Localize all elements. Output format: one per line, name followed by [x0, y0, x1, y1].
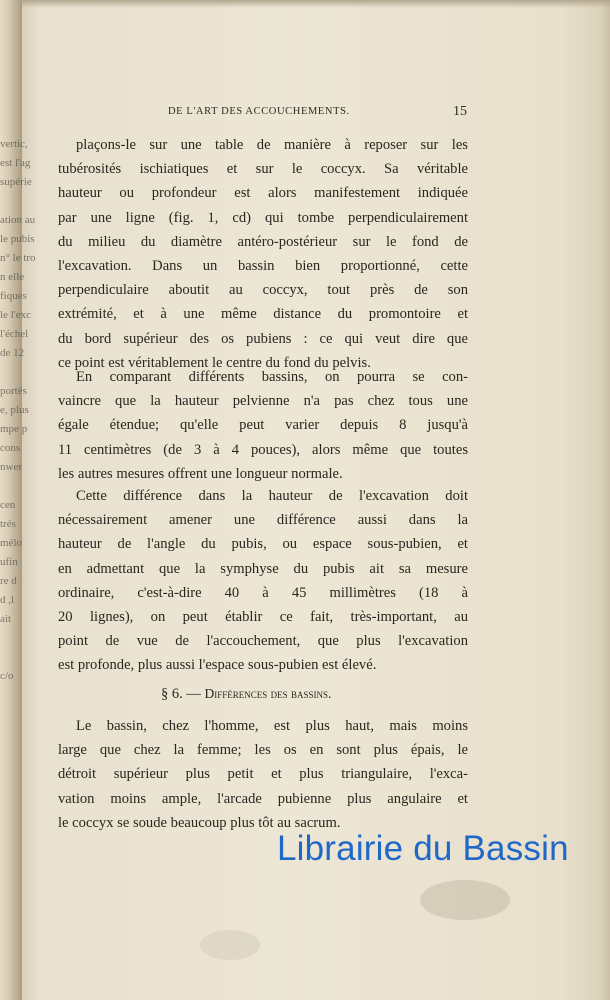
facing-page-fragment: l'échel: [0, 328, 29, 340]
text-line: par une ligne (fig. 1, cd) qui tombe perpendiculairement: [58, 209, 468, 226]
facing-page-text-fragments: [0, 135, 36, 686]
paragraph-1: [58, 133, 468, 375]
text-line: hauteur de l'angle du pubis, ou espace sous-pubien, et: [58, 536, 468, 553]
facing-page-fragment: [0, 629, 26, 648]
facing-page-fragment: portés: [0, 385, 27, 397]
text-line: point de vue de l'accouchement, que plus l'excavation: [58, 633, 468, 650]
facing-page-fragment: nwer: [0, 461, 22, 473]
text-line: les autres mesures offrent une longueur normale.: [58, 465, 343, 482]
section-heading: [161, 686, 331, 703]
facing-page-fragment: trés: [0, 518, 16, 530]
paragraph-3: [58, 484, 468, 678]
text-line: détroit supérieur plus petit et plus triangulaire, l'exca-: [58, 766, 468, 783]
text-line: ordinaire, c'est-à-dire 40 à 45 millimètres (18 à: [58, 584, 468, 601]
facing-page-fragment: ufin: [0, 556, 18, 568]
text-line: est profonde, plus aussi l'espace sous-pubien est élevé.: [58, 657, 377, 674]
facing-page-fragment: le pubis: [0, 233, 35, 245]
text-line: Le bassin, chez l'homme, est plus haut, mais moins: [76, 718, 468, 734]
paragraph-2: [58, 365, 468, 486]
facing-page-fragment: ait: [0, 613, 11, 625]
text-line: extrémité, et à une même distance du promontoire et: [58, 306, 468, 323]
text-line: l'excavation. Dans un bassin bien proportionné, cette: [58, 258, 468, 275]
text-line: En comparant différents bassins, on pourra se con-: [76, 369, 468, 385]
paper-stain: [420, 880, 510, 920]
facing-page-fragment: n° le tro: [0, 252, 36, 264]
section-number: § 6. —: [161, 686, 201, 702]
facing-page-fragment: [0, 477, 26, 496]
text-line: tubérosités ischiatiques et sur le coccyx. Sa véritable: [58, 161, 468, 178]
paragraph-4: [58, 714, 468, 835]
facing-page-fragment: supérie: [0, 176, 32, 188]
facing-page-fragment: [0, 648, 26, 667]
watermark-text: Librairie du Bassin: [277, 829, 569, 868]
facing-page-fragment: vertic,: [0, 138, 28, 150]
running-head-title: DE L'ART DES ACCOUCHEMENTS.: [168, 106, 350, 117]
facing-page-fragment: mélo: [0, 537, 22, 549]
text-line: hauteur ou profondeur est alors manifestement indiquée: [58, 185, 468, 202]
text-line: Cette différence dans la hauteur de l'excavation doit: [76, 488, 468, 504]
facing-page-fragment: cons: [0, 442, 21, 454]
text-line: en admettant que la symphyse du pubis ait sa mesure: [58, 560, 468, 577]
text-line: nécessairement amener une différence aussi dans la: [58, 512, 468, 529]
text-line: large que chez la femme; les os en sont plus épais, le: [58, 742, 468, 759]
facing-page-fragment: cen: [0, 499, 16, 511]
facing-page-fragment: [0, 192, 26, 211]
text-line: vaincre que la hauteur pelvienne n'a pas chez tous une: [58, 393, 468, 410]
text-line: le coccyx se soude beaucoup plus tôt au sacrum.: [58, 814, 341, 831]
top-edge-shadow: [22, 0, 610, 8]
text-line: vation moins ample, l'arcade pubienne plus angulaire et: [58, 790, 468, 807]
facing-page-fragment: e, plus: [0, 404, 29, 416]
paper-stain: [200, 930, 260, 960]
facing-page-fragment: [0, 363, 26, 382]
running-head: [168, 104, 468, 124]
text-line: ce point est véritablement le centre du fond du pelvis.: [58, 354, 371, 371]
text-line: perpendiculaire aboutit au coccyx, tout près de son: [58, 282, 468, 299]
facing-page-fragment: le l'exc: [0, 309, 31, 321]
text-line: du bord supérieur des os pubiens : ce qui veut dire que: [58, 330, 468, 347]
facing-page-fragment: fiques: [0, 290, 27, 302]
facing-page-fragment: est l'ag: [0, 157, 31, 169]
facing-page-fragment: mpe p: [0, 423, 28, 435]
facing-page-fragment: re d: [0, 575, 17, 587]
facing-page-fragment: n elle: [0, 271, 25, 283]
facing-page-fragment: d ,l: [0, 594, 15, 606]
section-title: Différences des bassins.: [204, 686, 332, 701]
text-line: 11 centimètres (de 3 à 4 pouces), alors même que toutes: [58, 441, 468, 458]
page-number: 15: [453, 104, 467, 119]
facing-page-fragment: c/o: [0, 670, 14, 682]
text-line: plaçons-le sur une table de manière à reposer sur les: [76, 137, 468, 153]
facing-page-fragment: ation au: [0, 214, 36, 226]
text-line: 20 lignes), on peut établir ce fait, très-important, au: [58, 609, 468, 626]
text-line: égale étendue; qu'elle peut varier depuis 8 jusqu'à: [58, 417, 468, 434]
facing-page-fragment: de 12: [0, 347, 25, 359]
text-line: du milieu du diamètre antéro-postérieur sur le fond de: [58, 233, 468, 250]
